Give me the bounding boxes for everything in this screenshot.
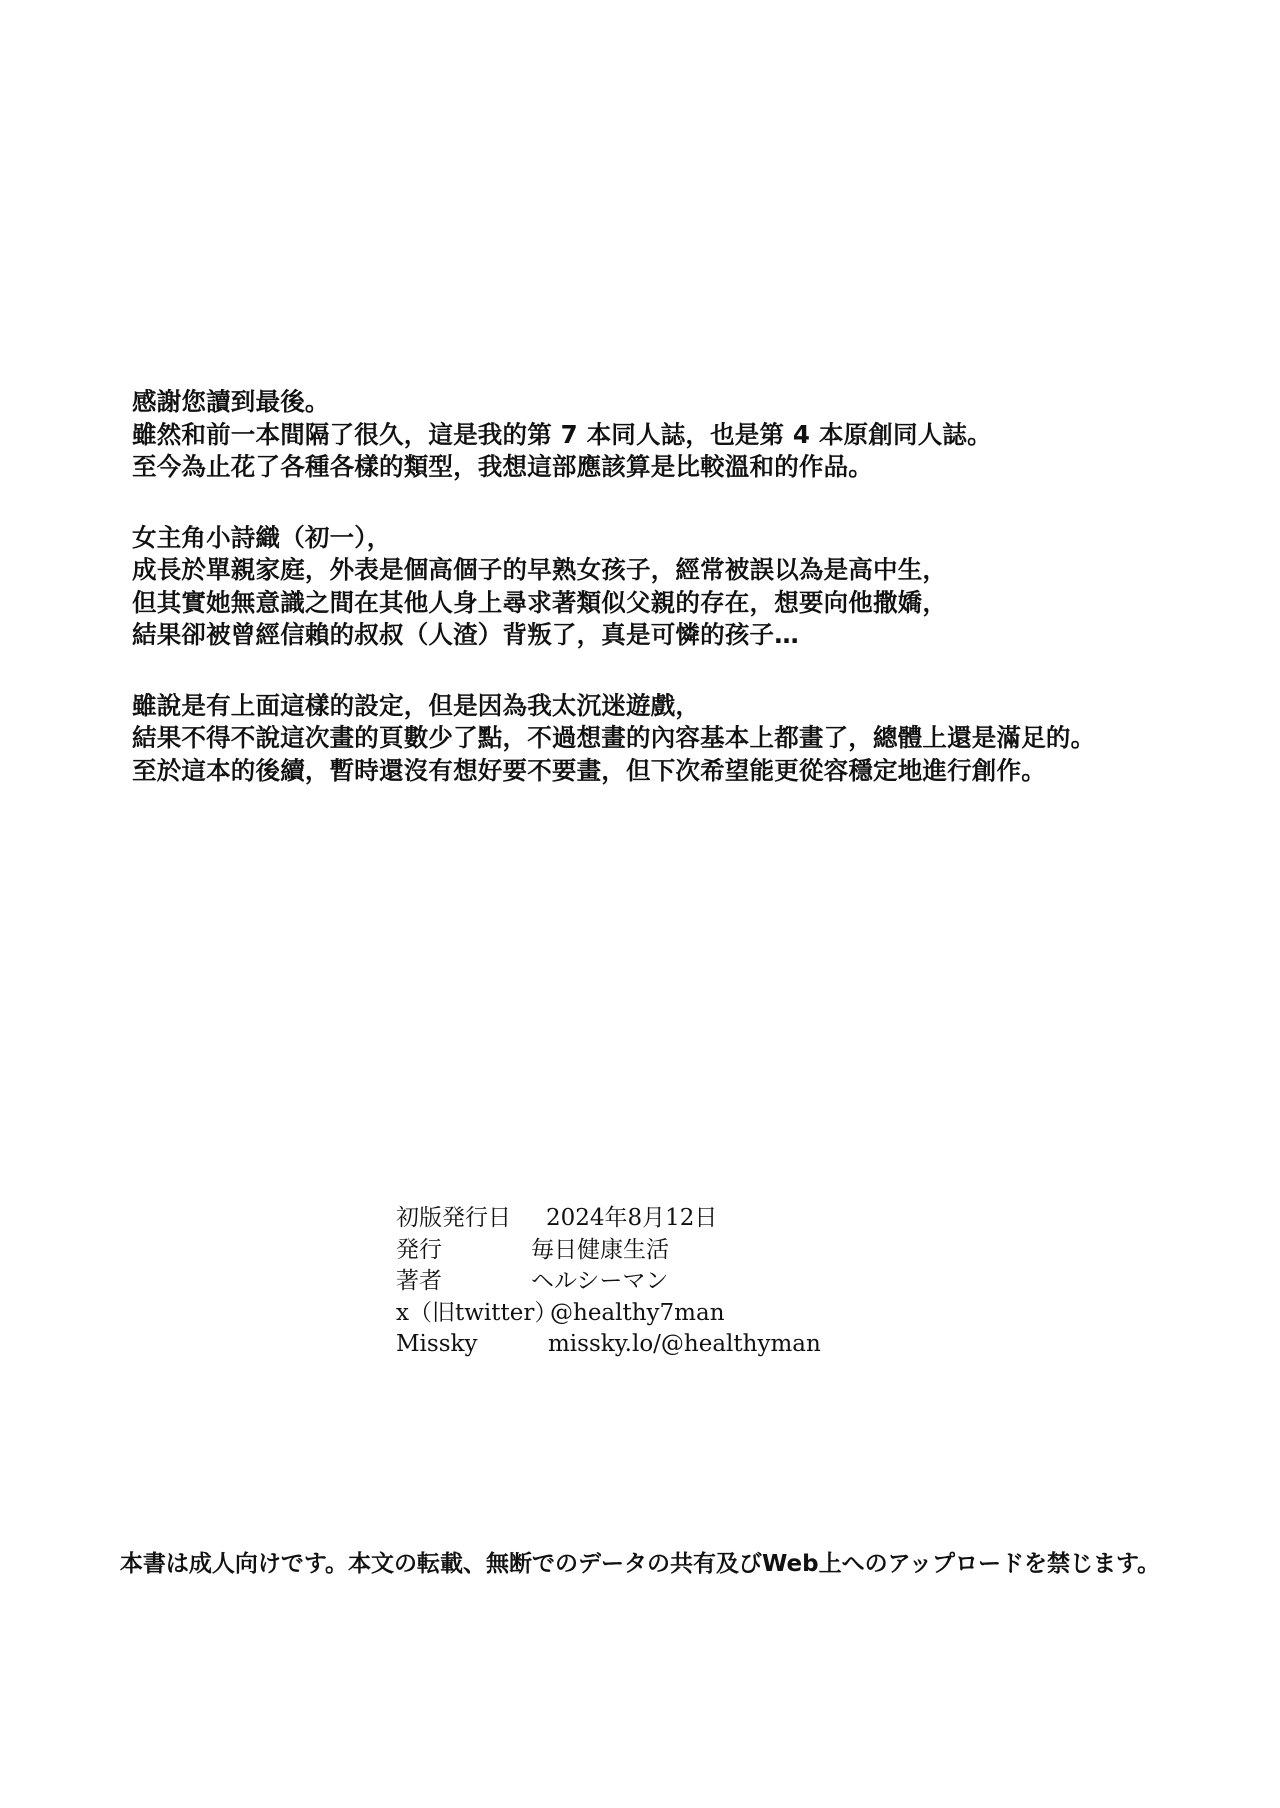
afterword-paragraph-thanks <box>132 386 1232 484</box>
misskey-label: Missky <box>396 1331 478 1357</box>
afterword-text <box>132 386 1232 825</box>
colophon-row-author <box>396 1266 821 1298</box>
author-name: ヘルシーマン <box>531 1268 669 1294</box>
x-handle: @healthy7man <box>550 1299 725 1326</box>
afterword-line: 感謝您讀到最後。 <box>132 387 330 416</box>
publisher-label: 発行 <box>396 1236 442 1263</box>
afterword-paragraph-closing <box>132 690 1232 788</box>
colophon-row-x <box>396 1298 821 1330</box>
afterword-line: 但其實她無意識之間在其他人身上尋求著類似父親的存在，想要向他撒嬌， <box>132 587 948 617</box>
afterword-line: 雖然和前一本間隔了很久，這是我的第 7 本同人誌，也是第 4 本原創同人誌。 <box>132 419 992 449</box>
afterword-line: 雖說是有上面這樣的設定，但是因為我太沉迷遊戲， <box>132 690 701 720</box>
afterword-line: 女主角小詩織（初一）， <box>132 522 392 552</box>
colophon-row-first-edition <box>396 1203 821 1235</box>
first-edition-date: 2024年8月12日 <box>546 1205 718 1231</box>
first-edition-label: 初版発行日 <box>396 1205 511 1231</box>
colophon <box>396 1203 821 1361</box>
afterword-line: 結果不得不說這次畫的頁數少了點，不過想畫的內容基本上都畫了，總體上還是滿足的。 <box>132 723 1096 752</box>
author-label: 著者 <box>396 1268 442 1294</box>
adult-content-notice: 本書は成人向けです。本文の転載、無断でのデータの共有及びWeb上へのアップロードを禁じます。 <box>119 1551 1161 1577</box>
misskey-handle: missky.lo/@healthyman <box>548 1331 821 1357</box>
afterword-line: 結果卻被曾經信賴的叔叔（人渣）背叛了，真是可憐的孩子… <box>132 620 799 649</box>
afterword-line: 至於這本的後續，暫時還沒有想好要不要畫，但下次希望能更從容穩定地進行創作。 <box>132 755 1046 785</box>
afterword-line: 成長於單親家庭，外表是個高個子的早熟女孩子，經常被誤以為是高中生， <box>132 555 948 584</box>
publisher-name: 毎日健康生活 <box>531 1236 669 1263</box>
x-label: x（旧twitter） <box>396 1299 558 1326</box>
afterword-paragraph-heroine <box>132 522 1232 652</box>
afterword-line: 至今為止花了各種各樣的類型，我想這部應該算是比較溫和的作品。 <box>132 452 873 481</box>
colophon-row-misskey <box>396 1329 821 1361</box>
colophon-row-publisher <box>396 1235 821 1267</box>
